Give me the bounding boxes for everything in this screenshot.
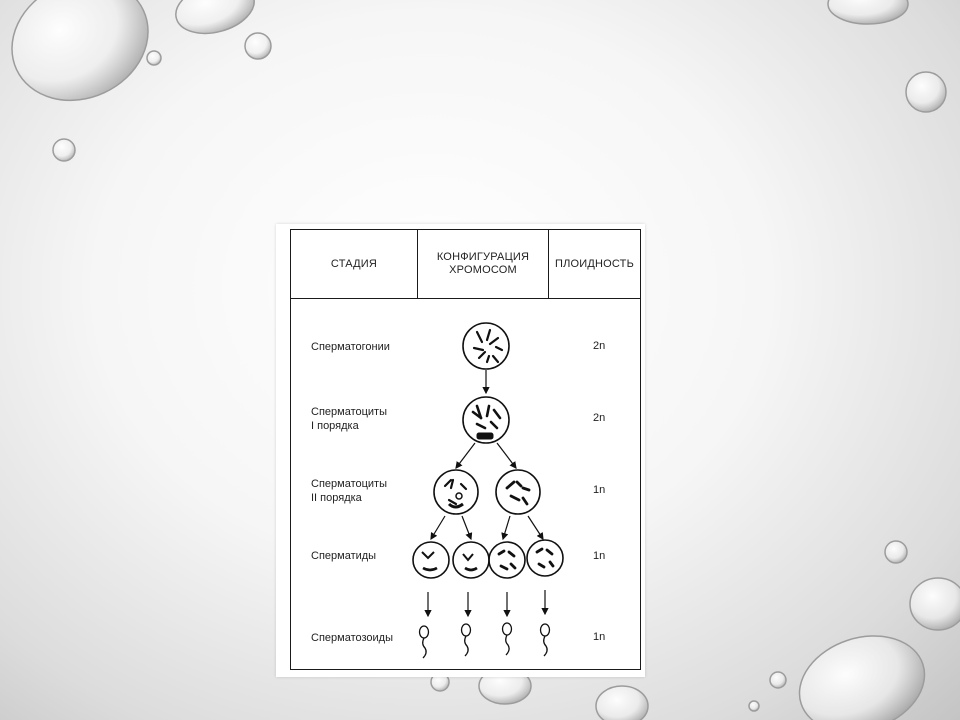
stage-label-spermatocytes-2: Сперматоциты II порядка	[311, 478, 387, 504]
ploidy-spermatozoa: 1n	[593, 631, 606, 643]
spermatogonium-cell	[463, 323, 509, 369]
ploidy-spermatogonia: 2n	[593, 340, 606, 352]
arrow-down	[462, 516, 471, 539]
spermatid-cell	[413, 542, 449, 578]
arrow-down	[503, 516, 510, 539]
spermatocyte-1-cell	[463, 397, 509, 443]
spermatozoon	[503, 623, 512, 655]
header-stage: СТАДИЯ	[291, 230, 418, 298]
header-ploidy: ПЛОИДНОСТЬ	[554, 257, 635, 270]
arrow-down	[528, 516, 543, 539]
spermatogenesis-figure	[276, 224, 645, 677]
arrow-down	[497, 443, 516, 468]
arrow-down	[456, 443, 475, 468]
figure-table	[290, 229, 641, 670]
spermatozoon	[541, 624, 550, 656]
spermatid-cell	[453, 542, 489, 578]
stage-label-spermatogonia: Сперматогонии	[311, 341, 390, 353]
spermatid-cell	[489, 542, 525, 578]
stage-label-spermatozoa: Сперматозоиды	[311, 632, 393, 644]
spermatocyte-2-cell	[496, 470, 540, 514]
spermatid-cell	[527, 540, 563, 576]
ploidy-spermatids: 1n	[593, 550, 606, 562]
ploidy-spermatocytes-2: 1n	[593, 484, 606, 496]
chromosome-diagram	[291, 230, 640, 669]
stage-label-spermatocytes-1: Сперматоциты I порядка	[311, 406, 387, 432]
spermatozoon	[420, 626, 429, 658]
stage-label-spermatids: Сперматиды	[311, 550, 377, 562]
ploidy-spermatocytes-1: 2n	[593, 412, 606, 424]
arrow-down	[431, 516, 445, 539]
spermatozoon	[462, 624, 471, 656]
spermatocyte-2-cell	[434, 470, 478, 514]
header-configuration: КОНФИГУРАЦИЯ ХРОМОСОМ	[418, 230, 549, 298]
